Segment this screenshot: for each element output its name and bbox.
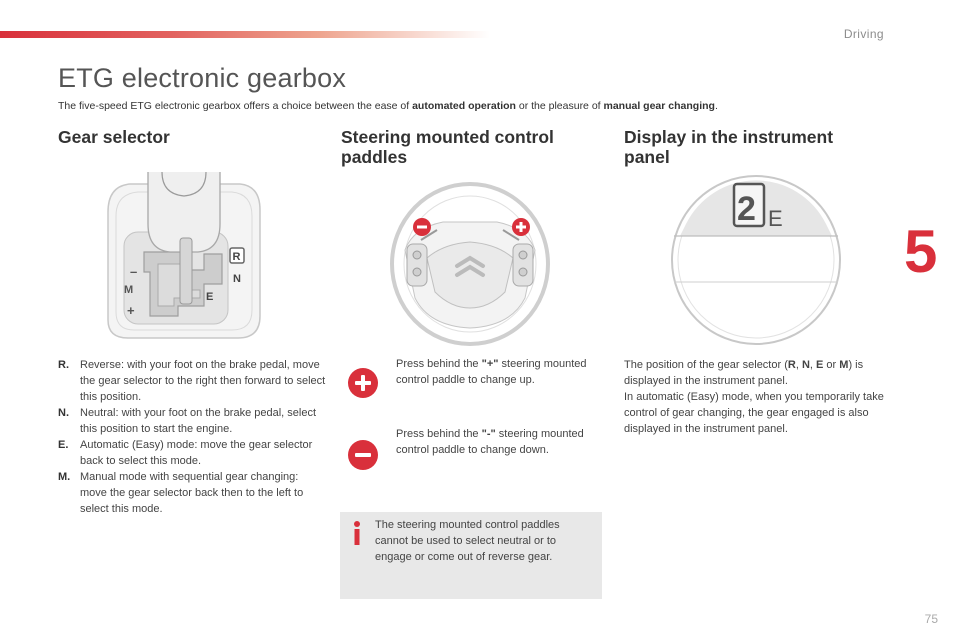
display-heading: Display in the instrument panel	[624, 127, 834, 167]
gear-position-list	[58, 357, 328, 517]
info-note: The steering mounted control paddles cannot be used to select neutral or to engage or come out of reverse gear.	[340, 512, 602, 599]
list-item: M. Manual mode with sequential gear changing: move the gear selector back then to the left to select this mode.	[58, 471, 304, 515]
gear-selector-illustration	[100, 172, 270, 344]
list-item: R. Reverse: with your foot on the brake pedal, move the gear selector to the right then forward to select this position.	[58, 359, 326, 403]
display-mode-letter: E	[768, 206, 783, 231]
intro-paragraph: The five-speed ETG electronic gearbox offers a choice between the ease of automated operation or the pleasure of manual gear changing.	[58, 100, 718, 112]
paddles-heading: Steering mounted control paddles	[341, 127, 554, 167]
info-icon	[350, 520, 364, 546]
list-item: N. Neutral: with your foot on the brake pedal, select this position to start the engine.	[58, 407, 317, 435]
display-description: The position of the gear selector (R, N, E or M) is displayed in the instrument panel. In automatic (Easy) mode, when you temporarily take control of gear changing, the gear engaged is also displayed in the instrument panel.	[624, 359, 884, 435]
instrument-panel-illustration	[668, 172, 844, 348]
header-accent-bar	[0, 31, 490, 38]
gear-label-r: R	[232, 251, 241, 263]
gear-label-m: M	[124, 284, 134, 296]
list-item: E. Automatic (Easy) mode: move the gear selector back to select this mode.	[58, 439, 313, 467]
gear-label-minus: –	[130, 264, 138, 279]
steering-wheel-illustration	[385, 180, 555, 348]
plus-icon	[348, 368, 378, 398]
gear-label-n: N	[233, 273, 241, 285]
page-title: ETG electronic gearbox	[58, 63, 347, 93]
gear-label-plus: +	[127, 303, 135, 318]
chapter-number: 5	[904, 218, 938, 285]
display-gear-digit: 2	[737, 190, 756, 228]
minus-icon	[348, 440, 378, 470]
page-number: 75	[924, 612, 938, 626]
gear-label-e: E	[206, 291, 214, 303]
gear-selector-heading: Gear selector	[58, 127, 170, 147]
section-label: Driving	[843, 27, 884, 41]
